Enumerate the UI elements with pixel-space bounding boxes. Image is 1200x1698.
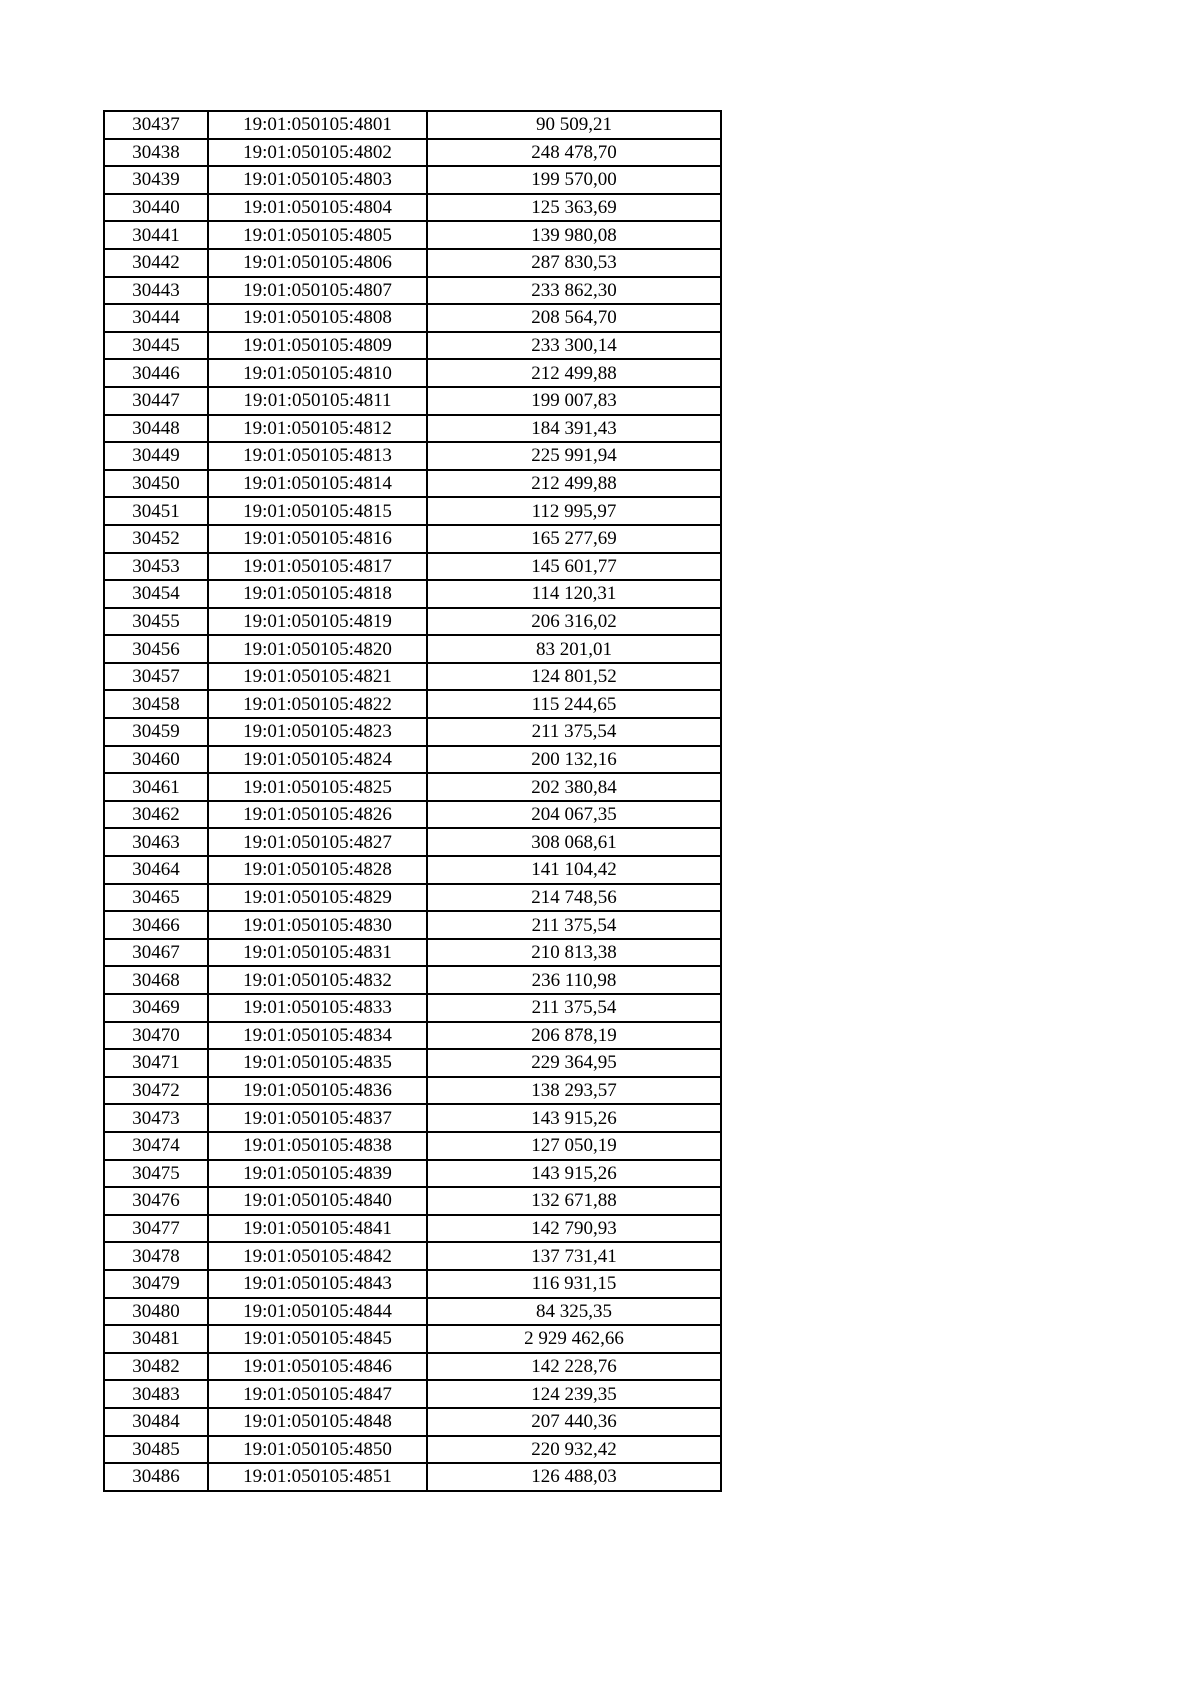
table-row bbox=[104, 1463, 721, 1491]
row-number-cell: 30451 bbox=[104, 497, 208, 525]
row-number-cell: 30464 bbox=[104, 856, 208, 884]
row-number-cell: 30437 bbox=[104, 111, 208, 139]
table-row bbox=[104, 387, 721, 415]
table-row bbox=[104, 966, 721, 994]
table-row bbox=[104, 553, 721, 581]
cadastral-value-cell: 112 995,97 bbox=[427, 497, 721, 525]
row-number-cell: 30441 bbox=[104, 221, 208, 249]
table-row bbox=[104, 856, 721, 884]
cadastral-number-cell: 19:01:050105:4833 bbox=[208, 994, 427, 1022]
table-row bbox=[104, 1242, 721, 1270]
cadastral-number-cell: 19:01:050105:4832 bbox=[208, 966, 427, 994]
cadastral-value-cell: 145 601,77 bbox=[427, 553, 721, 581]
cadastral-value-cell: 233 862,30 bbox=[427, 277, 721, 305]
cadastral-value-cell: 210 813,38 bbox=[427, 939, 721, 967]
row-number-cell: 30450 bbox=[104, 470, 208, 498]
row-number-cell: 30476 bbox=[104, 1187, 208, 1215]
table-row bbox=[104, 746, 721, 774]
table-row bbox=[104, 277, 721, 305]
cadastral-value-cell: 83 201,01 bbox=[427, 635, 721, 663]
row-number-cell: 30479 bbox=[104, 1270, 208, 1298]
cadastral-number-cell: 19:01:050105:4838 bbox=[208, 1132, 427, 1160]
cadastral-number-cell: 19:01:050105:4840 bbox=[208, 1187, 427, 1215]
cadastral-value-cell: 200 132,16 bbox=[427, 746, 721, 774]
cadastral-number-cell: 19:01:050105:4851 bbox=[208, 1463, 427, 1491]
row-number-cell: 30442 bbox=[104, 249, 208, 277]
table-row bbox=[104, 1132, 721, 1160]
row-number-cell: 30465 bbox=[104, 884, 208, 912]
cadastral-value-cell: 142 790,93 bbox=[427, 1215, 721, 1243]
row-number-cell: 30439 bbox=[104, 166, 208, 194]
row-number-cell: 30481 bbox=[104, 1325, 208, 1353]
cadastral-value-cell: 212 499,88 bbox=[427, 359, 721, 387]
cadastral-number-cell: 19:01:050105:4827 bbox=[208, 828, 427, 856]
cadastral-value-cell: 143 915,26 bbox=[427, 1160, 721, 1188]
table-row bbox=[104, 663, 721, 691]
cadastral-value-cell: 124 801,52 bbox=[427, 663, 721, 691]
cadastral-value-cell: 206 878,19 bbox=[427, 1022, 721, 1050]
cadastral-number-cell: 19:01:050105:4810 bbox=[208, 359, 427, 387]
cadastral-number-cell: 19:01:050105:4837 bbox=[208, 1104, 427, 1132]
cadastral-value-cell: 127 050,19 bbox=[427, 1132, 721, 1160]
row-number-cell: 30477 bbox=[104, 1215, 208, 1243]
cadastral-value-cell: 90 509,21 bbox=[427, 111, 721, 139]
row-number-cell: 30462 bbox=[104, 801, 208, 829]
cadastral-value-cell: 165 277,69 bbox=[427, 525, 721, 553]
cadastral-number-cell: 19:01:050105:4843 bbox=[208, 1270, 427, 1298]
row-number-cell: 30457 bbox=[104, 663, 208, 691]
row-number-cell: 30472 bbox=[104, 1077, 208, 1105]
row-number-cell: 30468 bbox=[104, 966, 208, 994]
row-number-cell: 30466 bbox=[104, 911, 208, 939]
row-number-cell: 30454 bbox=[104, 580, 208, 608]
cadastral-number-cell: 19:01:050105:4839 bbox=[208, 1160, 427, 1188]
table-row bbox=[104, 1104, 721, 1132]
row-number-cell: 30456 bbox=[104, 635, 208, 663]
table-row bbox=[104, 690, 721, 718]
row-number-cell: 30443 bbox=[104, 277, 208, 305]
cadastral-value-cell: 211 375,54 bbox=[427, 911, 721, 939]
cadastral-number-cell: 19:01:050105:4834 bbox=[208, 1022, 427, 1050]
cadastral-value-cell: 124 239,35 bbox=[427, 1380, 721, 1408]
row-number-cell: 30440 bbox=[104, 194, 208, 222]
table-row bbox=[104, 1270, 721, 1298]
cadastral-value-cell: 206 316,02 bbox=[427, 608, 721, 636]
cadastral-value-cell: 211 375,54 bbox=[427, 994, 721, 1022]
cadastral-number-cell: 19:01:050105:4816 bbox=[208, 525, 427, 553]
cadastral-value-table bbox=[103, 110, 722, 1492]
cadastral-number-cell: 19:01:050105:4819 bbox=[208, 608, 427, 636]
cadastral-value-cell: 141 104,42 bbox=[427, 856, 721, 884]
cadastral-number-cell: 19:01:050105:4815 bbox=[208, 497, 427, 525]
cadastral-number-cell: 19:01:050105:4811 bbox=[208, 387, 427, 415]
cadastral-value-cell: 229 364,95 bbox=[427, 1049, 721, 1077]
row-number-cell: 30461 bbox=[104, 773, 208, 801]
table-row bbox=[104, 332, 721, 360]
cadastral-number-cell: 19:01:050105:4828 bbox=[208, 856, 427, 884]
row-number-cell: 30449 bbox=[104, 442, 208, 470]
row-number-cell: 30438 bbox=[104, 139, 208, 167]
cadastral-number-cell: 19:01:050105:4807 bbox=[208, 277, 427, 305]
row-number-cell: 30483 bbox=[104, 1380, 208, 1408]
cadastral-number-cell: 19:01:050105:4817 bbox=[208, 553, 427, 581]
table-row bbox=[104, 608, 721, 636]
table-row bbox=[104, 1215, 721, 1243]
table-row bbox=[104, 1298, 721, 1326]
cadastral-number-cell: 19:01:050105:4814 bbox=[208, 470, 427, 498]
table-row bbox=[104, 1353, 721, 1381]
cadastral-number-cell: 19:01:050105:4821 bbox=[208, 663, 427, 691]
cadastral-value-cell: 143 915,26 bbox=[427, 1104, 721, 1132]
table-row bbox=[104, 1187, 721, 1215]
cadastral-number-cell: 19:01:050105:4836 bbox=[208, 1077, 427, 1105]
cadastral-value-cell: 126 488,03 bbox=[427, 1463, 721, 1491]
table-row bbox=[104, 497, 721, 525]
row-number-cell: 30444 bbox=[104, 304, 208, 332]
row-number-cell: 30463 bbox=[104, 828, 208, 856]
row-number-cell: 30452 bbox=[104, 525, 208, 553]
table-row bbox=[104, 304, 721, 332]
table-row bbox=[104, 1408, 721, 1436]
table-row bbox=[104, 249, 721, 277]
cadastral-number-cell: 19:01:050105:4841 bbox=[208, 1215, 427, 1243]
row-number-cell: 30459 bbox=[104, 718, 208, 746]
cadastral-number-cell: 19:01:050105:4831 bbox=[208, 939, 427, 967]
table-body bbox=[104, 111, 721, 1491]
cadastral-number-cell: 19:01:050105:4847 bbox=[208, 1380, 427, 1408]
cadastral-value-cell: 184 391,43 bbox=[427, 415, 721, 443]
cadastral-value-cell: 199 007,83 bbox=[427, 387, 721, 415]
cadastral-number-cell: 19:01:050105:4829 bbox=[208, 884, 427, 912]
cadastral-value-cell: 139 980,08 bbox=[427, 221, 721, 249]
cadastral-value-cell: 204 067,35 bbox=[427, 801, 721, 829]
cadastral-value-cell: 199 570,00 bbox=[427, 166, 721, 194]
table-row bbox=[104, 828, 721, 856]
cadastral-value-cell: 115 244,65 bbox=[427, 690, 721, 718]
cadastral-value-cell: 138 293,57 bbox=[427, 1077, 721, 1105]
cadastral-value-cell: 132 671,88 bbox=[427, 1187, 721, 1215]
cadastral-value-cell: 137 731,41 bbox=[427, 1242, 721, 1270]
table-row bbox=[104, 221, 721, 249]
table-row bbox=[104, 1380, 721, 1408]
table-row bbox=[104, 525, 721, 553]
row-number-cell: 30471 bbox=[104, 1049, 208, 1077]
table-row bbox=[104, 801, 721, 829]
cadastral-number-cell: 19:01:050105:4809 bbox=[208, 332, 427, 360]
table-row bbox=[104, 939, 721, 967]
table-row bbox=[104, 415, 721, 443]
cadastral-value-cell: 211 375,54 bbox=[427, 718, 721, 746]
cadastral-number-cell: 19:01:050105:4802 bbox=[208, 139, 427, 167]
table-row bbox=[104, 359, 721, 387]
cadastral-number-cell: 19:01:050105:4805 bbox=[208, 221, 427, 249]
cadastral-number-cell: 19:01:050105:4826 bbox=[208, 801, 427, 829]
cadastral-number-cell: 19:01:050105:4812 bbox=[208, 415, 427, 443]
cadastral-number-cell: 19:01:050105:4825 bbox=[208, 773, 427, 801]
table-row bbox=[104, 1160, 721, 1188]
row-number-cell: 30467 bbox=[104, 939, 208, 967]
cadastral-number-cell: 19:01:050105:4818 bbox=[208, 580, 427, 608]
table-row bbox=[104, 718, 721, 746]
cadastral-value-cell: 225 991,94 bbox=[427, 442, 721, 470]
row-number-cell: 30480 bbox=[104, 1298, 208, 1326]
cadastral-number-cell: 19:01:050105:4806 bbox=[208, 249, 427, 277]
row-number-cell: 30455 bbox=[104, 608, 208, 636]
cadastral-value-cell: 142 228,76 bbox=[427, 1353, 721, 1381]
cadastral-value-cell: 125 363,69 bbox=[427, 194, 721, 222]
row-number-cell: 30482 bbox=[104, 1353, 208, 1381]
row-number-cell: 30460 bbox=[104, 746, 208, 774]
cadastral-value-cell: 116 931,15 bbox=[427, 1270, 721, 1298]
cadastral-value-cell: 233 300,14 bbox=[427, 332, 721, 360]
cadastral-number-cell: 19:01:050105:4844 bbox=[208, 1298, 427, 1326]
table-row bbox=[104, 139, 721, 167]
row-number-cell: 30458 bbox=[104, 690, 208, 718]
cadastral-value-cell: 236 110,98 bbox=[427, 966, 721, 994]
table-row bbox=[104, 911, 721, 939]
cadastral-number-cell: 19:01:050105:4848 bbox=[208, 1408, 427, 1436]
table-row bbox=[104, 635, 721, 663]
table-row bbox=[104, 580, 721, 608]
cadastral-value-cell: 220 932,42 bbox=[427, 1436, 721, 1464]
table-row bbox=[104, 1049, 721, 1077]
table-row bbox=[104, 1077, 721, 1105]
cadastral-value-cell: 114 120,31 bbox=[427, 580, 721, 608]
cadastral-number-cell: 19:01:050105:4850 bbox=[208, 1436, 427, 1464]
cadastral-number-cell: 19:01:050105:4846 bbox=[208, 1353, 427, 1381]
table-row bbox=[104, 884, 721, 912]
row-number-cell: 30446 bbox=[104, 359, 208, 387]
cadastral-value-cell: 287 830,53 bbox=[427, 249, 721, 277]
cadastral-value-cell: 2 929 462,66 bbox=[427, 1325, 721, 1353]
cadastral-number-cell: 19:01:050105:4808 bbox=[208, 304, 427, 332]
row-number-cell: 30473 bbox=[104, 1104, 208, 1132]
table-row bbox=[104, 111, 721, 139]
cadastral-number-cell: 19:01:050105:4842 bbox=[208, 1242, 427, 1270]
table-row bbox=[104, 442, 721, 470]
cadastral-value-cell: 208 564,70 bbox=[427, 304, 721, 332]
cadastral-number-cell: 19:01:050105:4845 bbox=[208, 1325, 427, 1353]
cadastral-number-cell: 19:01:050105:4813 bbox=[208, 442, 427, 470]
cadastral-value-cell: 84 325,35 bbox=[427, 1298, 721, 1326]
cadastral-number-cell: 19:01:050105:4830 bbox=[208, 911, 427, 939]
row-number-cell: 30478 bbox=[104, 1242, 208, 1270]
cadastral-number-cell: 19:01:050105:4804 bbox=[208, 194, 427, 222]
row-number-cell: 30469 bbox=[104, 994, 208, 1022]
cadastral-number-cell: 19:01:050105:4820 bbox=[208, 635, 427, 663]
table-row bbox=[104, 1325, 721, 1353]
cadastral-value-cell: 207 440,36 bbox=[427, 1408, 721, 1436]
cadastral-number-cell: 19:01:050105:4801 bbox=[208, 111, 427, 139]
cadastral-value-cell: 202 380,84 bbox=[427, 773, 721, 801]
cadastral-number-cell: 19:01:050105:4824 bbox=[208, 746, 427, 774]
row-number-cell: 30485 bbox=[104, 1436, 208, 1464]
table-row bbox=[104, 994, 721, 1022]
cadastral-value-cell: 248 478,70 bbox=[427, 139, 721, 167]
cadastral-value-cell: 212 499,88 bbox=[427, 470, 721, 498]
cadastral-number-cell: 19:01:050105:4822 bbox=[208, 690, 427, 718]
table-row bbox=[104, 1436, 721, 1464]
row-number-cell: 30453 bbox=[104, 553, 208, 581]
row-number-cell: 30475 bbox=[104, 1160, 208, 1188]
row-number-cell: 30486 bbox=[104, 1463, 208, 1491]
row-number-cell: 30474 bbox=[104, 1132, 208, 1160]
row-number-cell: 30448 bbox=[104, 415, 208, 443]
cadastral-number-cell: 19:01:050105:4803 bbox=[208, 166, 427, 194]
table-row bbox=[104, 1022, 721, 1050]
row-number-cell: 30484 bbox=[104, 1408, 208, 1436]
table-row bbox=[104, 470, 721, 498]
table-row bbox=[104, 166, 721, 194]
cadastral-number-cell: 19:01:050105:4823 bbox=[208, 718, 427, 746]
cadastral-value-cell: 214 748,56 bbox=[427, 884, 721, 912]
row-number-cell: 30470 bbox=[104, 1022, 208, 1050]
cadastral-value-cell: 308 068,61 bbox=[427, 828, 721, 856]
table-row bbox=[104, 194, 721, 222]
row-number-cell: 30447 bbox=[104, 387, 208, 415]
cadastral-number-cell: 19:01:050105:4835 bbox=[208, 1049, 427, 1077]
table-row bbox=[104, 773, 721, 801]
row-number-cell: 30445 bbox=[104, 332, 208, 360]
